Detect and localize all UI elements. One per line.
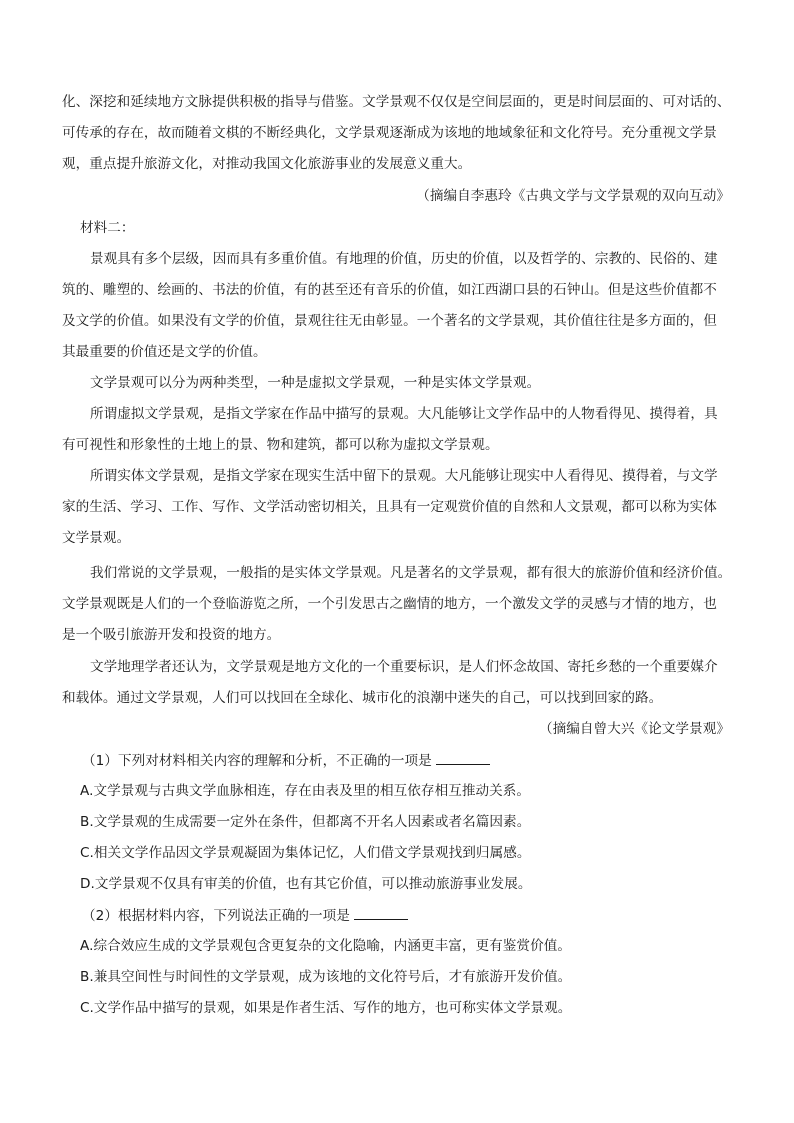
question2-answer-blank[interactable] (354, 905, 408, 920)
m2-p6-line-2: 和载体。通过文学景观，人们可以找回在全球化、城市化的浪潮中迷失的自己，可以找到回家的路。 (62, 690, 663, 706)
m2-p4-line-1: 所谓实体文学景观，是指文学家在现实生活中留下的景观。大凡能够让现实中人看得见、摸得着，与文学 (90, 468, 718, 484)
m2-p4-line-3: 文学景观。 (62, 530, 131, 546)
question1-option-d[interactable]: D.文学景观不仅具有审美的价值，也有其它价值，可以推动旅游事业发展。 (80, 876, 532, 892)
question1-answer-blank[interactable] (436, 750, 490, 765)
m2-p5-line-2: 文学景观既是人们的一个登临游览之所，一个引发思古之幽情的地方，一个激发文学的灵感与才情的地方，也 (62, 596, 717, 612)
m2-p5-line-3: 是一个吸引旅游开发和投资的地方。 (62, 627, 281, 643)
m2-p4-line-2: 家的生活、学习、工作、写作、文学活动密切相关，且具有一定观赏价值的自然和人文景观，都可以称为实体 (62, 499, 717, 515)
m2-p1-line-4: 其最重要的价值还是文学的价值。 (62, 344, 267, 360)
material1-source: （摘编自李惠玲《古典文学与文学景观的双向互动》 (416, 188, 730, 204)
question2-option-b[interactable]: B.兼具空间性与时间性的文学景观，成为该地的文化符号后，才有旅游开发价值。 (80, 969, 572, 985)
m2-p5-line-1: 我们常说的文学景观，一般指的是实体文学景观。凡是著名的文学景观，都有很大的旅游价值和经济价值。 (90, 565, 732, 581)
m2-p2-line-1: 文学景观可以分为两种类型，一种是虚拟文学景观，一种是实体文学景观。 (90, 375, 541, 391)
material1-line-3: 观，重点提升旅游文化，对推动我国文化旅游事业的发展意义重大。 (62, 156, 472, 172)
question1-option-b[interactable]: B.文学景观的生成需要一定外在条件，但都离不开名人因素或者名篇因素。 (80, 814, 531, 830)
question2-stem (82, 905, 750, 926)
m2-p1-line-3: 及文学的价值。如果没有文学的价值，景观往往无由彰显。一个著名的文学景观，其价值往往是多方面的，但 (62, 313, 717, 329)
question2-option-c[interactable]: C.文学作品中描写的景观，如果是作者生活、写作的地方，也可称实体文学景观。 (80, 1000, 572, 1016)
m2-p3-line-1: 所谓虚拟文学景观，是指文学家在作品中描写的景观。大凡能够让文学作品中的人物看得见、摸得着，具 (90, 406, 718, 422)
material2-label: 材料二： (80, 220, 135, 236)
material1-line-2: 可传承的存在，故而随着文棋的不断经典化，文学景观逐渐成为该地的地域象征和文化符号。充分重视文学景 (62, 125, 717, 141)
material2-source: （摘编自曾大兴《论文学景观》 (538, 721, 730, 737)
m2-p1-line-1: 景观具有多个层级，因而具有多重价值。有地理的价值，历史的价值，以及哲学的、宗教的、民俗的、建 (90, 251, 718, 267)
m2-p6-line-1: 文学地理学者还认为，文学景观是地方文化的一个重要标识，是人们怀念故国、寄托乡愁的一个重要媒介 (90, 659, 718, 675)
material1-line-1: 化、深挖和延续地方文脉提供积极的指导与借鉴。文学景观不仅仅是空间层面的，更是时间层面的、可对话的、 (62, 94, 731, 110)
question2-stem-text: （2）根据材料内容，下列说法正确的一项是 (82, 908, 350, 924)
m2-p1-line-2: 筑的、雕塑的、绘画的、书法的价值，有的甚至还有音乐的价值，如江西湖口县的石钟山。但是这些价值都不 (62, 282, 717, 298)
question2-option-a[interactable]: A.综合效应生成的文学景观包含更复杂的文化隐喻，内涵更丰富，更有鉴赏价值。 (80, 938, 572, 954)
question1-stem (82, 750, 750, 771)
question1-stem-text: （1）下列对材料相关内容的理解和分析，不正确的一项是 (82, 753, 432, 769)
question1-option-a[interactable]: A.文学景观与古典文学血脉相连，存在由表及里的相互依存相互推动关系。 (80, 783, 531, 799)
question1-option-c[interactable]: C.相关文学作品因文学景观凝固为集体记忆，人们借文学景观找到归属感。 (80, 845, 531, 861)
m2-p3-line-2: 有可视性和形象性的土地上的景、物和建筑，都可以称为虚拟文学景观。 (62, 437, 499, 453)
